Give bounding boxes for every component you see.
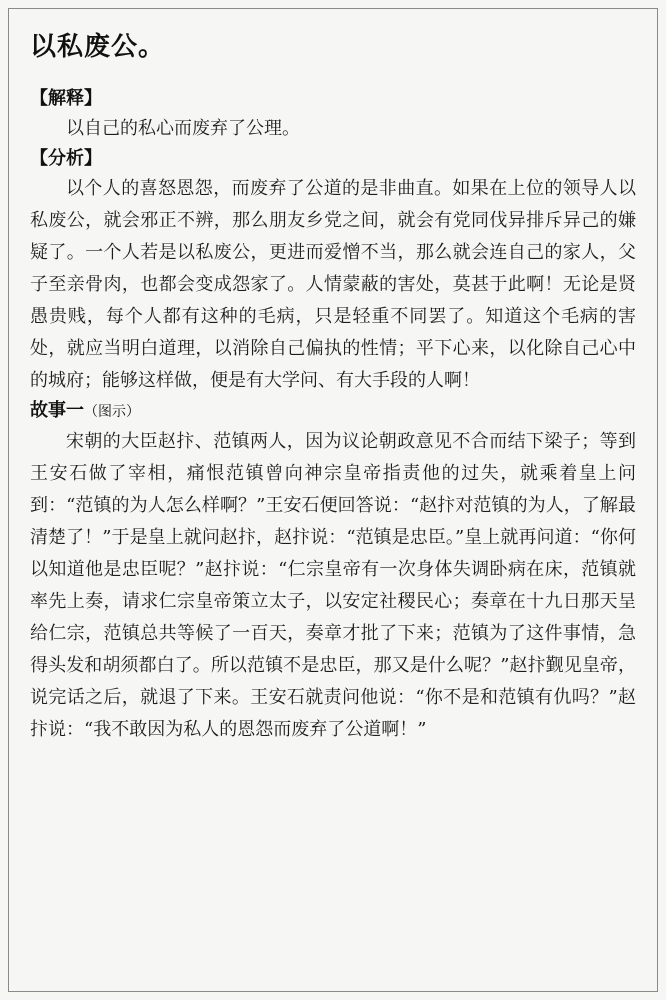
story-heading-row	[30, 397, 636, 426]
page-title: 以私废公。	[30, 32, 166, 62]
explanation-heading: 【解释】	[30, 88, 102, 109]
analysis-heading: 【分析】	[30, 148, 102, 169]
story-text: 宋朝的大臣赵抃、范镇两人，因为议论朝政意见不合而结下梁子；等到王安石做了宰相，痛恨范镇曾向神宗皇帝指责他的过失，就乘着皇上问到：“范镇的为人怎么样啊？”王安石便回答说：“赵抃对范镇的为人，了解最清楚了！”于是皇上就问赵抃，赵抃说：“范镇是忠臣。”皇上就再问道：“你何以知道他是忠臣呢？”赵抃说：“仁宗皇帝有一次身体失调卧病在床，范镇就率先上奏，请求仁宗皇帝策立太子，以安定社稷民心；奏章在十九日那天呈给仁宗，范镇总共等候了一百天，奏章才批了下来；范镇为了这件事情，急得头发和胡须都白了。所以范镇不是忠臣，那又是什么呢？”赵抃觐见皇帝，说完话之后，就退了下来。王安石就责问他说：“你不是和范镇有仇吗？”赵抃说：“我不敢因为私人的恩怨而废弃了公道啊！”	[30, 431, 636, 740]
story-heading: 故事一	[30, 400, 84, 421]
story-note: （图示）	[84, 404, 140, 420]
page-content	[30, 26, 636, 746]
analysis-text: 以个人的喜怒恩怨，而废弃了公道的是非曲直。如果在上位的领导人以私废公，就会邪正不辨，那么朋友乡党之间，就会有党同伐异排斥异己的嫌疑了。一个人若是以私废公，更进而爱憎不当，那么就会连自己的家人，父子至亲骨肉，也都会变成怨家了。人情蒙蔽的害处，莫甚于此啊！无论是贤愚贵贱，每个人都有这种的毛病，只是轻重不同罢了。知道这个毛病的害处，就应当明白道理，以消除自己偏执的性情；平下心来，以化除自己心中的城府；能够这样做，便是有大学问、有大手段的人啊！	[30, 178, 636, 391]
explanation-text: 以自己的私心而废弃了公理。	[66, 118, 300, 139]
